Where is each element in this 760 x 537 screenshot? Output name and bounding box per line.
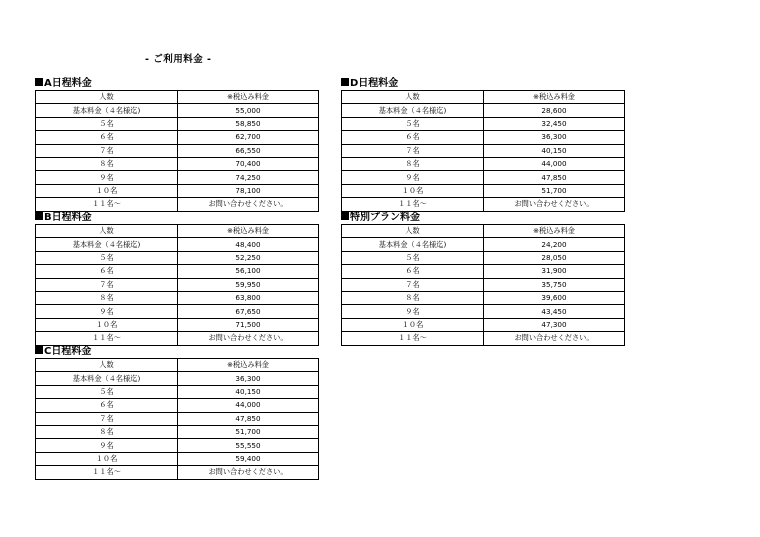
people-cell: ７名 [342, 144, 484, 157]
people-cell: １０名 [342, 184, 484, 197]
table-row [342, 265, 625, 278]
square-bullet-icon [341, 78, 349, 86]
table-row [36, 332, 319, 345]
table-row [36, 399, 319, 412]
table-header-row [342, 225, 625, 238]
people-cell: ９名 [36, 305, 178, 318]
table-row [36, 372, 319, 385]
price-cell: お問い合わせください。 [484, 332, 625, 345]
people-cell: ５名 [342, 117, 484, 130]
price-block-a [35, 77, 319, 212]
block-title-text: D日程料金 [350, 78, 399, 89]
people-cell: ８名 [342, 291, 484, 304]
price-cell: 35,750 [484, 278, 625, 291]
table-row [36, 305, 319, 318]
price-cell: 51,700 [178, 425, 319, 438]
table-row [36, 131, 319, 144]
table-header-row [36, 91, 319, 104]
block-title-text: B日程料金 [44, 212, 92, 223]
block-title [35, 211, 319, 224]
table-row [36, 171, 319, 184]
people-cell: ８名 [36, 425, 178, 438]
price-cell: 28,050 [484, 251, 625, 264]
price-cell: 40,150 [484, 144, 625, 157]
people-cell: １１名～ [36, 198, 178, 211]
price-cell: 71,500 [178, 318, 319, 331]
price-cell: 39,600 [484, 291, 625, 304]
header-people: 人数 [342, 225, 484, 238]
people-cell: ７名 [342, 278, 484, 291]
people-cell: ９名 [36, 439, 178, 452]
header-price: ※税込み料金 [178, 359, 319, 372]
page-title: - ご利用料金 - [145, 54, 212, 65]
block-title [35, 345, 319, 358]
people-cell: ５名 [36, 117, 178, 130]
people-cell: 基本料金（４名様迄) [36, 104, 178, 117]
table-row [36, 412, 319, 425]
price-table [35, 224, 319, 346]
table-row [36, 157, 319, 170]
price-cell: 43,450 [484, 305, 625, 318]
price-table [35, 90, 319, 212]
table-row [342, 305, 625, 318]
price-cell: 47,850 [484, 171, 625, 184]
price-cell: 44,000 [178, 399, 319, 412]
people-cell: ６名 [36, 399, 178, 412]
price-cell: 40,150 [178, 385, 319, 398]
price-block-d [341, 77, 625, 212]
price-cell: 36,300 [484, 131, 625, 144]
table-row [342, 131, 625, 144]
price-cell: お問い合わせください。 [178, 466, 319, 479]
table-row [342, 184, 625, 197]
price-cell: 78,100 [178, 184, 319, 197]
price-cell: お問い合わせください。 [178, 198, 319, 211]
people-cell: １１名～ [342, 332, 484, 345]
table-row [36, 291, 319, 304]
square-bullet-icon [35, 212, 43, 220]
table-row [36, 425, 319, 438]
table-row [342, 291, 625, 304]
price-cell: 32,450 [484, 117, 625, 130]
table-row [36, 265, 319, 278]
people-cell: 基本料金（４名様迄) [36, 372, 178, 385]
table-row [36, 184, 319, 197]
people-cell: ９名 [342, 171, 484, 184]
price-block-c [35, 345, 319, 480]
people-cell: ９名 [342, 305, 484, 318]
header-people: 人数 [342, 91, 484, 104]
table-row [342, 251, 625, 264]
price-cell: 47,850 [178, 412, 319, 425]
block-title-text: C日程料金 [44, 346, 92, 357]
price-table [35, 358, 319, 480]
table-row [36, 104, 319, 117]
header-people: 人数 [36, 359, 178, 372]
table-row [342, 318, 625, 331]
people-cell: 基本料金（４名様迄) [36, 238, 178, 251]
price-cell: 55,550 [178, 439, 319, 452]
price-cell: 52,250 [178, 251, 319, 264]
people-cell: ５名 [36, 385, 178, 398]
people-cell: ６名 [342, 265, 484, 278]
people-cell: １０名 [36, 318, 178, 331]
price-cell: 66,550 [178, 144, 319, 157]
people-cell: １１名～ [36, 332, 178, 345]
block-title [341, 211, 625, 224]
price-cell: 28,600 [484, 104, 625, 117]
price-cell: 48,400 [178, 238, 319, 251]
header-price: ※税込み料金 [484, 91, 625, 104]
table-header-row [36, 225, 319, 238]
price-table [341, 90, 625, 212]
table-row [36, 318, 319, 331]
price-cell: 70,400 [178, 157, 319, 170]
price-cell: 31,900 [484, 265, 625, 278]
table-row [342, 171, 625, 184]
price-cell: 67,650 [178, 305, 319, 318]
header-price: ※税込み料金 [178, 225, 319, 238]
table-row [36, 251, 319, 264]
table-row [36, 385, 319, 398]
table-row [36, 278, 319, 291]
table-row [342, 104, 625, 117]
block-title-text: 特別プラン料金 [350, 212, 420, 223]
price-cell: 51,700 [484, 184, 625, 197]
block-title-text: A日程料金 [44, 78, 92, 89]
square-bullet-icon [35, 346, 43, 354]
price-cell: 74,250 [178, 171, 319, 184]
price-cell: 44,000 [484, 157, 625, 170]
price-cell: 58,850 [178, 117, 319, 130]
header-people: 人数 [36, 225, 178, 238]
table-row [36, 144, 319, 157]
people-cell: ９名 [36, 171, 178, 184]
price-cell: お問い合わせください。 [178, 332, 319, 345]
price-block-b [35, 211, 319, 346]
people-cell: １１名～ [36, 466, 178, 479]
table-row [36, 466, 319, 479]
table-row [342, 238, 625, 251]
table-row [342, 198, 625, 211]
price-cell: 62,700 [178, 131, 319, 144]
table-row [36, 117, 319, 130]
table-row [36, 198, 319, 211]
table-row [36, 238, 319, 251]
price-cell: 24,200 [484, 238, 625, 251]
block-title [35, 77, 319, 90]
price-cell: 55,000 [178, 104, 319, 117]
price-cell: 59,400 [178, 452, 319, 465]
table-header-row [342, 91, 625, 104]
people-cell: １０名 [36, 452, 178, 465]
people-cell: ８名 [36, 157, 178, 170]
price-cell: お問い合わせください。 [484, 198, 625, 211]
people-cell: １１名～ [342, 198, 484, 211]
people-cell: ６名 [36, 265, 178, 278]
square-bullet-icon [35, 78, 43, 86]
price-table [341, 224, 625, 346]
table-row [36, 452, 319, 465]
price-cell: 63,800 [178, 291, 319, 304]
people-cell: １０名 [36, 184, 178, 197]
price-block-special [341, 211, 625, 346]
header-price: ※税込み料金 [178, 91, 319, 104]
price-cell: 56,100 [178, 265, 319, 278]
people-cell: ７名 [36, 144, 178, 157]
people-cell: ７名 [36, 278, 178, 291]
block-title [341, 77, 625, 90]
table-row [342, 144, 625, 157]
table-row [342, 278, 625, 291]
people-cell: ５名 [342, 251, 484, 264]
table-row [342, 117, 625, 130]
price-cell: 59,950 [178, 278, 319, 291]
table-header-row [36, 359, 319, 372]
people-cell: 基本料金（４名様迄) [342, 238, 484, 251]
people-cell: １０名 [342, 318, 484, 331]
people-cell: ６名 [342, 131, 484, 144]
people-cell: ５名 [36, 251, 178, 264]
table-row [342, 332, 625, 345]
table-row [36, 439, 319, 452]
square-bullet-icon [341, 212, 349, 220]
table-row [342, 157, 625, 170]
header-price: ※税込み料金 [484, 225, 625, 238]
people-cell: ６名 [36, 131, 178, 144]
header-people: 人数 [36, 91, 178, 104]
people-cell: ７名 [36, 412, 178, 425]
people-cell: ８名 [342, 157, 484, 170]
price-cell: 47,300 [484, 318, 625, 331]
people-cell: 基本料金（４名様迄) [342, 104, 484, 117]
people-cell: ８名 [36, 291, 178, 304]
price-cell: 36,300 [178, 372, 319, 385]
